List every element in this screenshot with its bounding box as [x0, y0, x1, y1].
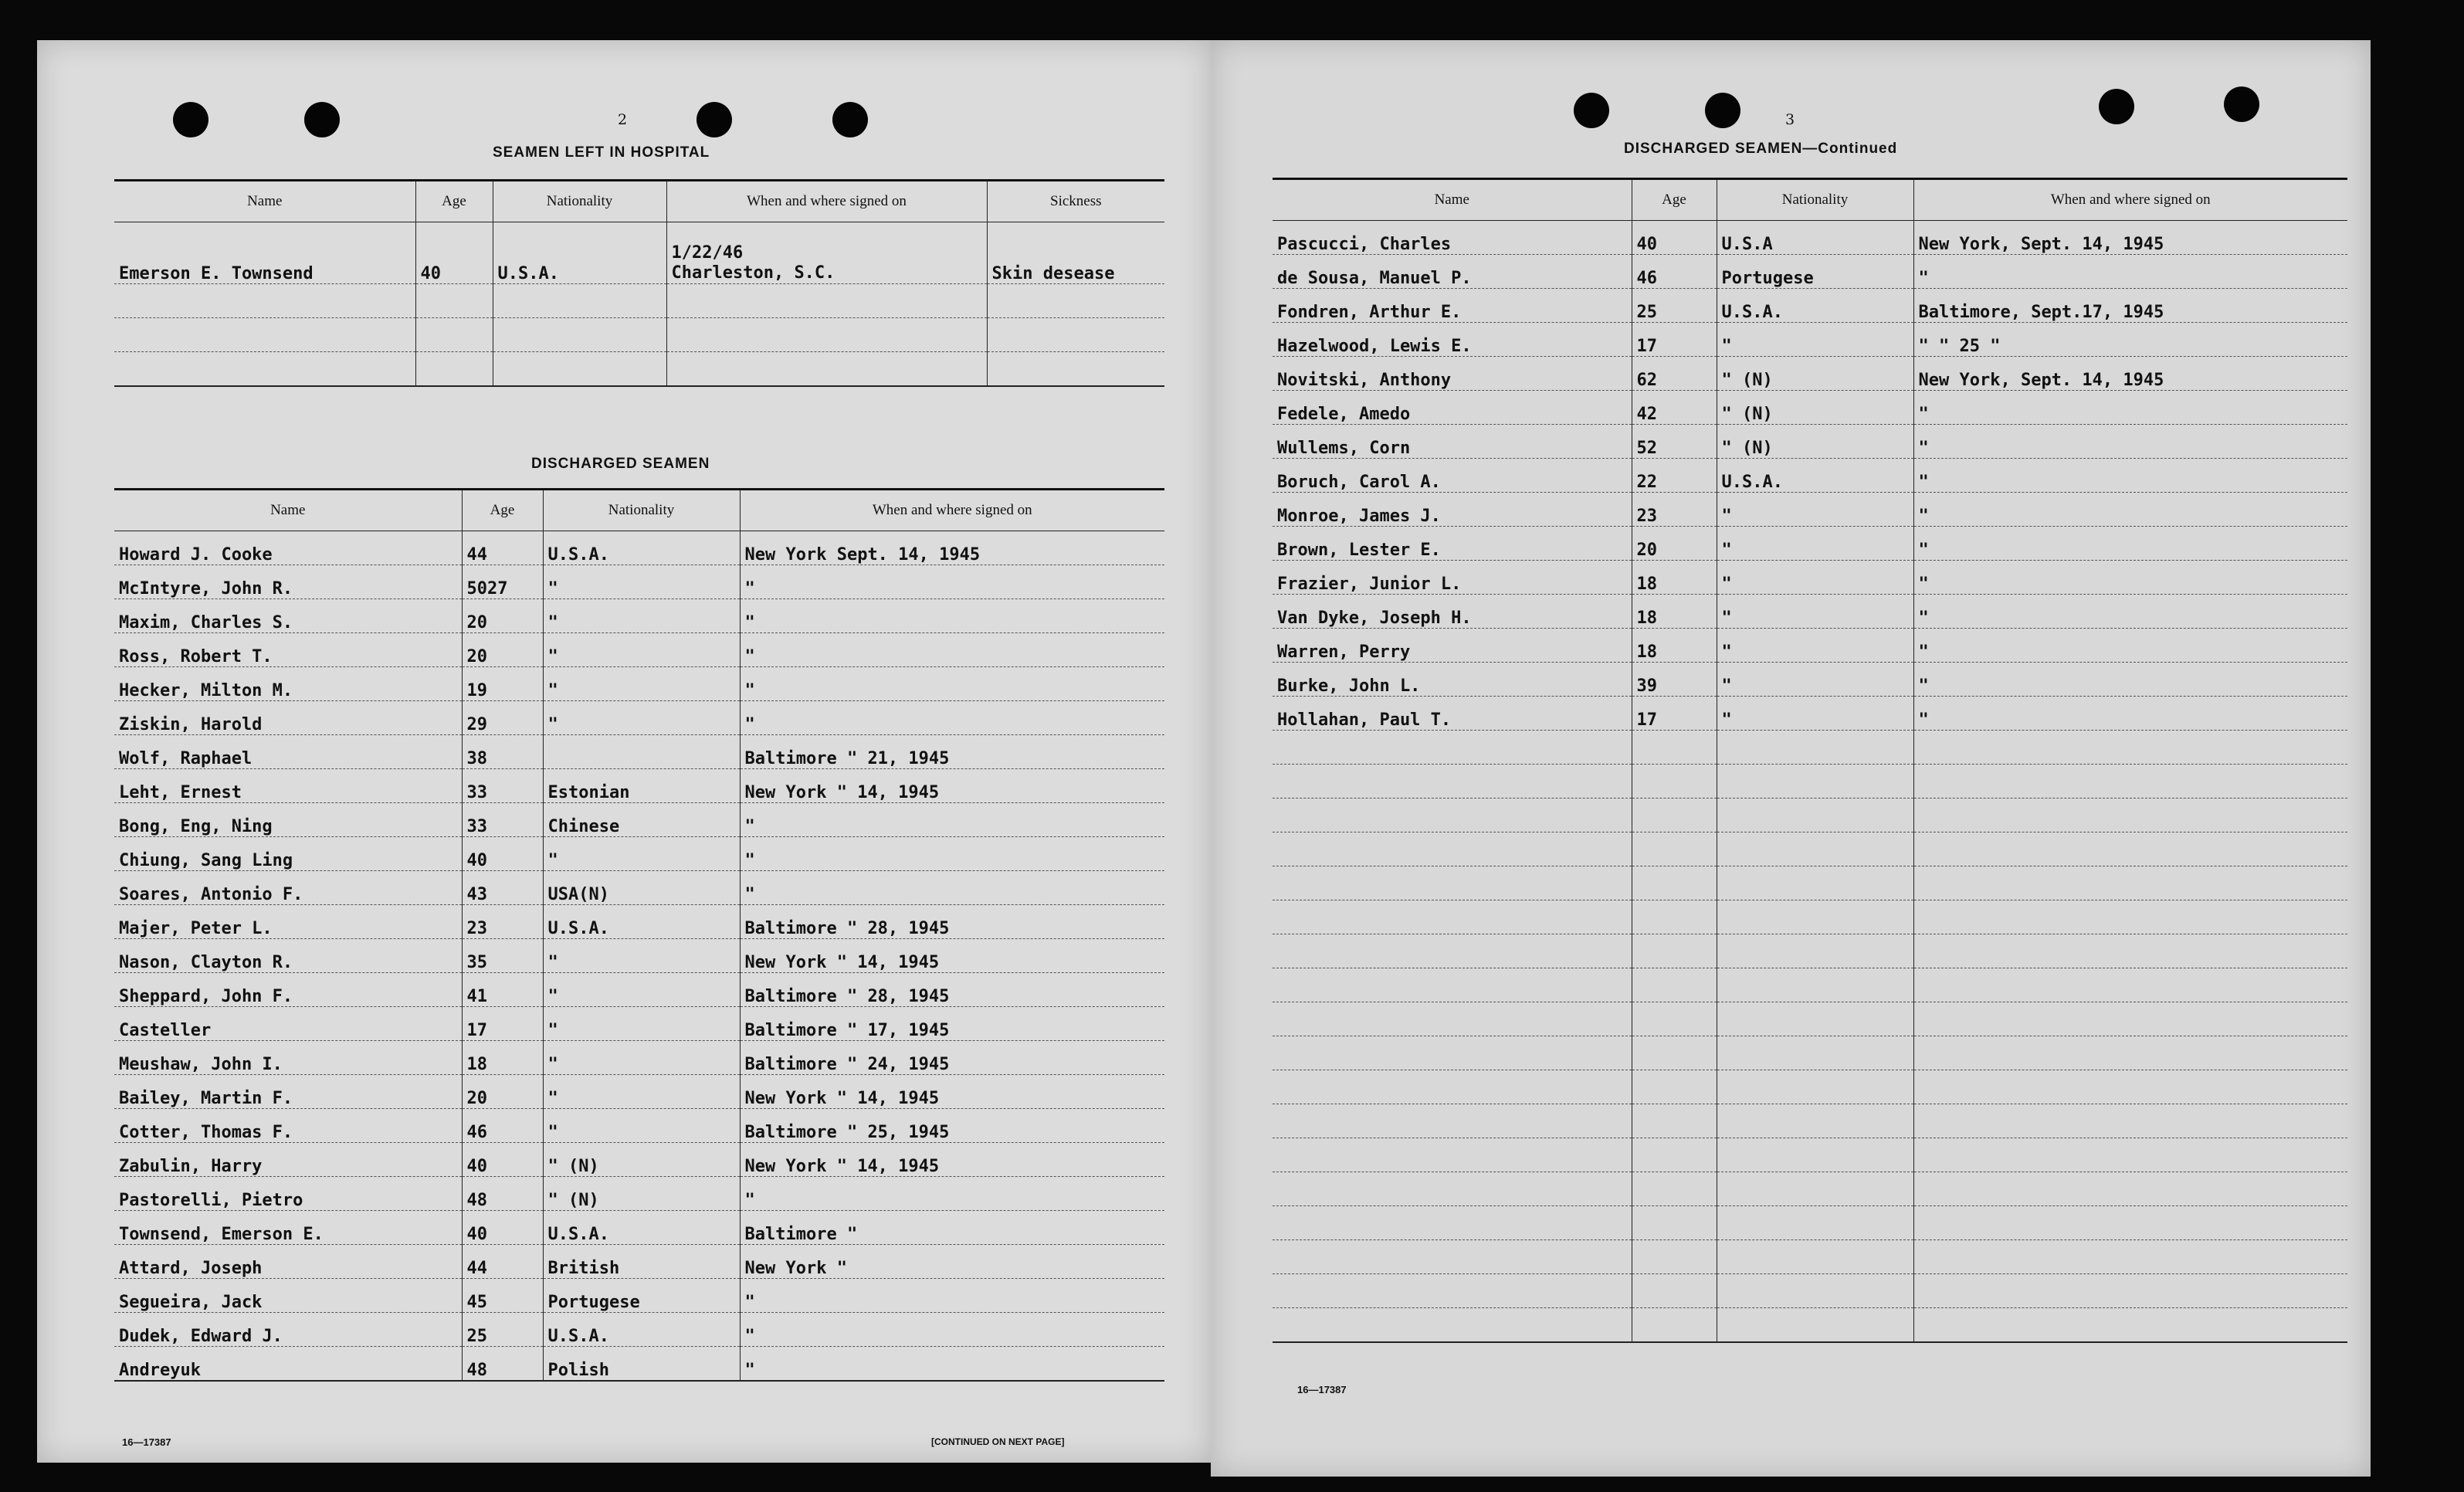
table-row [1273, 663, 2347, 697]
name-cell: Maxim, Charles S. [114, 599, 462, 633]
punch-hole [832, 102, 868, 137]
discharged-table [114, 488, 1164, 1382]
nationality-cell: " [543, 565, 740, 599]
table-row [1273, 255, 2347, 289]
table-row [114, 769, 1164, 803]
name-cell: Burke, John L. [1273, 663, 1632, 697]
name-cell: Attard, Joseph [114, 1245, 462, 1279]
column-header: Age [1632, 179, 1717, 221]
nationality-cell: " [543, 1109, 740, 1143]
nationality-cell: " [1717, 595, 1913, 629]
blank-row [1273, 1206, 2347, 1240]
signed-cell: " [740, 565, 1164, 599]
name-cell: McIntyre, John R. [114, 565, 462, 599]
name-cell: Van Dyke, Joseph H. [1273, 595, 1632, 629]
column-header: When and where signed on [666, 181, 987, 222]
nationality-cell: U.S.A. [543, 1211, 740, 1245]
name-cell: Monroe, James J. [1273, 493, 1632, 527]
age-cell: 35 [462, 939, 543, 973]
name-cell: Hazelwood, Lewis E. [1273, 323, 1632, 357]
column-header: Name [114, 490, 462, 531]
age-cell: 44 [462, 531, 543, 565]
name-cell: Warren, Perry [1273, 629, 1632, 663]
signed-cell: Baltimore " 25, 1945 [740, 1109, 1164, 1143]
signed-cell: " [1913, 697, 2347, 731]
age-cell: 48 [462, 1177, 543, 1211]
signed-cell: Baltimore " 21, 1945 [740, 735, 1164, 769]
form-number: 16—17387 [122, 1436, 171, 1448]
signed-cell: Baltimore " 28, 1945 [740, 973, 1164, 1007]
blank-row [1273, 765, 2347, 799]
name-cell: Boruch, Carol A. [1273, 459, 1632, 493]
name-cell: Howard J. Cooke [114, 531, 462, 565]
age-cell: 48 [462, 1347, 543, 1382]
signed-cell: " [740, 667, 1164, 701]
nationality-cell: " (N) [543, 1143, 740, 1177]
punch-hole [2224, 86, 2259, 122]
right-page [1211, 40, 2371, 1477]
name-cell: Wolf, Raphael [114, 735, 462, 769]
age-cell: 25 [462, 1313, 543, 1347]
form-number: 16—17387 [1297, 1384, 1347, 1395]
signed-cell: New York " [740, 1245, 1164, 1279]
blank-row [1273, 1274, 2347, 1308]
name-cell: Hecker, Milton M. [114, 667, 462, 701]
nationality-cell: " [1717, 561, 1913, 595]
blank-row [1273, 934, 2347, 968]
nationality-cell: " [543, 837, 740, 871]
punch-hole [696, 102, 732, 137]
name-cell: Meushaw, John I. [114, 1041, 462, 1075]
table-row [114, 701, 1164, 735]
name-cell: Hollahan, Paul T. [1273, 697, 1632, 731]
age-cell: 52 [1632, 425, 1717, 459]
nationality-cell: " [1717, 629, 1913, 663]
table-row [1273, 561, 2347, 595]
nationality-cell [543, 735, 740, 769]
left-page [37, 40, 1211, 1463]
nationality-cell: U.S.A. [1717, 459, 1913, 493]
name-cell: Majer, Peter L. [114, 905, 462, 939]
nationality-cell: " [543, 633, 740, 667]
column-header: Nationality [543, 490, 740, 531]
signed-cell: " [740, 1279, 1164, 1313]
punch-hole [173, 102, 208, 137]
age-cell: 62 [1632, 357, 1717, 391]
name-cell: Sheppard, John F. [114, 973, 462, 1007]
blank-row [1273, 1104, 2347, 1138]
column-header: Name [1273, 179, 1632, 221]
signed-cell: Baltimore " [740, 1211, 1164, 1245]
age-cell: 33 [462, 803, 543, 837]
age-cell: 25 [1632, 289, 1717, 323]
age-cell: 23 [462, 905, 543, 939]
age-cell: 40 [462, 837, 543, 871]
table-row [114, 1143, 1164, 1177]
page-number: 2 [618, 111, 628, 128]
discharged-title: DISCHARGED SEAMEN [531, 456, 710, 472]
punch-hole [1574, 93, 1609, 128]
age-cell: 29 [462, 701, 543, 735]
table-row [114, 973, 1164, 1007]
table-row [1273, 357, 2347, 391]
nationality-cell: " [543, 599, 740, 633]
signed-cell: " [740, 1347, 1164, 1382]
name-cell: Wullems, Corn [1273, 425, 1632, 459]
age-cell: 17 [462, 1007, 543, 1041]
nationality-cell: Estonian [543, 769, 740, 803]
column-header: When and where signed on [740, 490, 1164, 531]
table-row [114, 735, 1164, 769]
table-row [114, 1075, 1164, 1109]
table-row [114, 222, 1164, 284]
nationality-cell: U.S.A. [493, 222, 666, 284]
blank-row [1273, 731, 2347, 765]
table-row [1273, 391, 2347, 425]
nationality-cell: " (N) [1717, 357, 1913, 391]
nationality-cell: U.S.A. [543, 531, 740, 565]
nationality-cell: USA(N) [543, 871, 740, 905]
signed-cell: " [740, 803, 1164, 837]
age-cell: 18 [1632, 595, 1717, 629]
blank-row [1273, 1240, 2347, 1274]
age-cell: 19 [462, 667, 543, 701]
name-cell: Leht, Ernest [114, 769, 462, 803]
age-cell: 18 [1632, 629, 1717, 663]
nationality-cell: U.S.A [1717, 221, 1913, 255]
nationality-cell: " (N) [543, 1177, 740, 1211]
signed-cell: New York, Sept. 14, 1945 [1913, 357, 2347, 391]
table-row [114, 1279, 1164, 1313]
name-cell: Casteller [114, 1007, 462, 1041]
punch-hole [2099, 89, 2134, 124]
name-cell: Frazier, Junior L. [1273, 561, 1632, 595]
table-row [114, 1109, 1164, 1143]
signed-cell: " [1913, 255, 2347, 289]
signed-cell [666, 222, 987, 284]
signed-cell: " [740, 837, 1164, 871]
nationality-cell: " [543, 1075, 740, 1109]
nationality-cell: British [543, 1245, 740, 1279]
age-cell: 22 [1632, 459, 1717, 493]
name-cell: Fondren, Arthur E. [1273, 289, 1632, 323]
table-row [1273, 459, 2347, 493]
name-cell: Pascucci, Charles [1273, 221, 1632, 255]
age-cell: 40 [462, 1211, 543, 1245]
nationality-cell: U.S.A. [543, 905, 740, 939]
name-cell: Zabulin, Harry [114, 1143, 462, 1177]
signed-cell: Baltimore " 17, 1945 [740, 1007, 1164, 1041]
name-cell: Nason, Clayton R. [114, 939, 462, 973]
signed-cell: " [740, 599, 1164, 633]
name-cell: Bailey, Martin F. [114, 1075, 462, 1109]
table-row [114, 599, 1164, 633]
blank-row [1273, 799, 2347, 832]
signed-date: 1/22/46 [671, 243, 744, 263]
nationality-cell: " [1717, 323, 1913, 357]
nationality-cell: U.S.A. [543, 1313, 740, 1347]
nationality-cell: Portugese [543, 1279, 740, 1313]
signed-cell: " [740, 633, 1164, 667]
table-row [114, 837, 1164, 871]
age-cell: 40 [415, 222, 493, 284]
table-row [114, 1177, 1164, 1211]
table-row [114, 1041, 1164, 1075]
table-row [1273, 221, 2347, 255]
age-cell: 33 [462, 769, 543, 803]
signed-cell: " [1913, 425, 2347, 459]
nationality-cell: " [543, 973, 740, 1007]
name-cell: Andreyuk [114, 1347, 462, 1382]
signed-cell: New York " 14, 1945 [740, 939, 1164, 973]
table-row [1273, 527, 2347, 561]
age-cell: 5027 [462, 565, 543, 599]
table-row [114, 871, 1164, 905]
continued-note: [CONTINUED ON NEXT PAGE] [931, 1436, 1065, 1447]
name-cell: Dudek, Edward J. [114, 1313, 462, 1347]
table-row [114, 1211, 1164, 1245]
signed-cell: Baltimore " 24, 1945 [740, 1041, 1164, 1075]
table-row [1273, 289, 2347, 323]
signed-cell: " [1913, 459, 2347, 493]
age-cell: 44 [462, 1245, 543, 1279]
age-cell: 18 [1632, 561, 1717, 595]
table-row [114, 1245, 1164, 1279]
table-row [114, 1347, 1164, 1382]
age-cell: 40 [1632, 221, 1717, 255]
signed-cell: New York " 14, 1945 [740, 1075, 1164, 1109]
signed-cell: New York " 14, 1945 [740, 1143, 1164, 1177]
column-header: Sickness [987, 181, 1164, 222]
signed-cell: New York " 14, 1945 [740, 769, 1164, 803]
table-row [114, 803, 1164, 837]
blank-row [1273, 1172, 2347, 1206]
table-row [114, 565, 1164, 599]
discharged-cont-table [1273, 178, 2347, 1343]
punch-hole [1705, 93, 1740, 128]
nationality-cell: Chinese [543, 803, 740, 837]
age-cell: 20 [462, 599, 543, 633]
blank-row [1273, 1036, 2347, 1070]
table-row [114, 531, 1164, 565]
nationality-cell: " [543, 1041, 740, 1075]
page-number: 3 [1785, 111, 1795, 128]
blank-row [1273, 1070, 2347, 1104]
blank-row [1273, 1002, 2347, 1036]
blank-row [1273, 866, 2347, 900]
column-header: Nationality [1717, 179, 1913, 221]
age-cell: 46 [462, 1109, 543, 1143]
table-row [1273, 323, 2347, 357]
name-cell: Cotter, Thomas F. [114, 1109, 462, 1143]
name-cell: Chiung, Sang Ling [114, 837, 462, 871]
signed-cell: " [1913, 629, 2347, 663]
signed-cell: New York Sept. 14, 1945 [740, 531, 1164, 565]
age-cell: 17 [1632, 323, 1717, 357]
hospital-table [114, 179, 1164, 387]
table-row [114, 667, 1164, 701]
name-cell: Segueira, Jack [114, 1279, 462, 1313]
punch-hole [304, 102, 340, 137]
age-cell: 23 [1632, 493, 1717, 527]
nationality-cell: " [543, 667, 740, 701]
table-row [114, 905, 1164, 939]
table-row [114, 1007, 1164, 1041]
signed-cell: " [740, 1313, 1164, 1347]
column-header: Name [114, 181, 415, 222]
nationality-cell: " [1717, 527, 1913, 561]
column-header: Age [415, 181, 493, 222]
name-cell: Townsend, Emerson E. [114, 1211, 462, 1245]
table-row [114, 939, 1164, 973]
blank-row [1273, 1308, 2347, 1343]
table-row [1273, 595, 2347, 629]
signed-cell: " [740, 701, 1164, 735]
signed-cell: " [1913, 561, 2347, 595]
discharged-cont-title: DISCHARGED SEAMEN—Continued [1624, 141, 1898, 157]
nationality-cell: Portugese [1717, 255, 1913, 289]
column-header: Age [462, 490, 543, 531]
table-row [1273, 493, 2347, 527]
age-cell: 20 [1632, 527, 1717, 561]
name-cell: de Sousa, Manuel P. [1273, 255, 1632, 289]
table-row [1273, 629, 2347, 663]
signed-place: Charleston, S.C. [671, 263, 835, 283]
nationality-cell: " [1717, 663, 1913, 697]
table-row [114, 1313, 1164, 1347]
sickness-cell: Skin desease [987, 222, 1164, 284]
age-cell: 41 [462, 973, 543, 1007]
table-row [114, 633, 1164, 667]
name-cell: Novitski, Anthony [1273, 357, 1632, 391]
signed-cell: Baltimore " 28, 1945 [740, 905, 1164, 939]
age-cell: 18 [462, 1041, 543, 1075]
blank-row [1273, 968, 2347, 1002]
age-cell: 45 [462, 1279, 543, 1313]
age-cell: 38 [462, 735, 543, 769]
signed-cell: " [1913, 595, 2347, 629]
signed-cell: " [1913, 493, 2347, 527]
nationality-cell: " [1717, 493, 1913, 527]
nationality-cell: " [543, 701, 740, 735]
blank-row [1273, 1138, 2347, 1172]
hospital-title: SEAMEN LEFT IN HOSPITAL [493, 144, 710, 161]
name-cell: Pastorelli, Pietro [114, 1177, 462, 1211]
nationality-cell: Polish [543, 1347, 740, 1382]
age-cell: 17 [1632, 697, 1717, 731]
blank-row [1273, 900, 2347, 934]
age-cell: 40 [462, 1143, 543, 1177]
nationality-cell: " (N) [1717, 425, 1913, 459]
signed-cell: " [1913, 391, 2347, 425]
column-header: When and where signed on [1913, 179, 2347, 221]
nationality-cell: " (N) [1717, 391, 1913, 425]
nationality-cell: U.S.A. [1717, 289, 1913, 323]
nationality-cell: " [543, 1007, 740, 1041]
name-cell: Ross, Robert T. [114, 633, 462, 667]
column-header: Nationality [493, 181, 666, 222]
signed-cell: " [740, 1177, 1164, 1211]
name-cell: Ziskin, Harold [114, 701, 462, 735]
nationality-cell: " [1717, 697, 1913, 731]
name-cell: Fedele, Amedo [1273, 391, 1632, 425]
name-cell: Soares, Antonio F. [114, 871, 462, 905]
signed-cell: Baltimore, Sept.17, 1945 [1913, 289, 2347, 323]
age-cell: 46 [1632, 255, 1717, 289]
blank-row [1273, 832, 2347, 866]
table-row [1273, 425, 2347, 459]
age-cell: 20 [462, 1075, 543, 1109]
signed-cell: " [1913, 527, 2347, 561]
table-row [1273, 697, 2347, 731]
age-cell: 39 [1632, 663, 1717, 697]
age-cell: 42 [1632, 391, 1717, 425]
name-cell: Emerson E. Townsend [114, 222, 415, 284]
signed-cell: " [740, 871, 1164, 905]
signed-cell: New York, Sept. 14, 1945 [1913, 221, 2347, 255]
name-cell: Brown, Lester E. [1273, 527, 1632, 561]
age-cell: 20 [462, 633, 543, 667]
signed-cell: " [1913, 663, 2347, 697]
nationality-cell: " [543, 939, 740, 973]
name-cell: Bong, Eng, Ning [114, 803, 462, 837]
signed-cell: " " 25 " [1913, 323, 2347, 357]
age-cell: 43 [462, 871, 543, 905]
